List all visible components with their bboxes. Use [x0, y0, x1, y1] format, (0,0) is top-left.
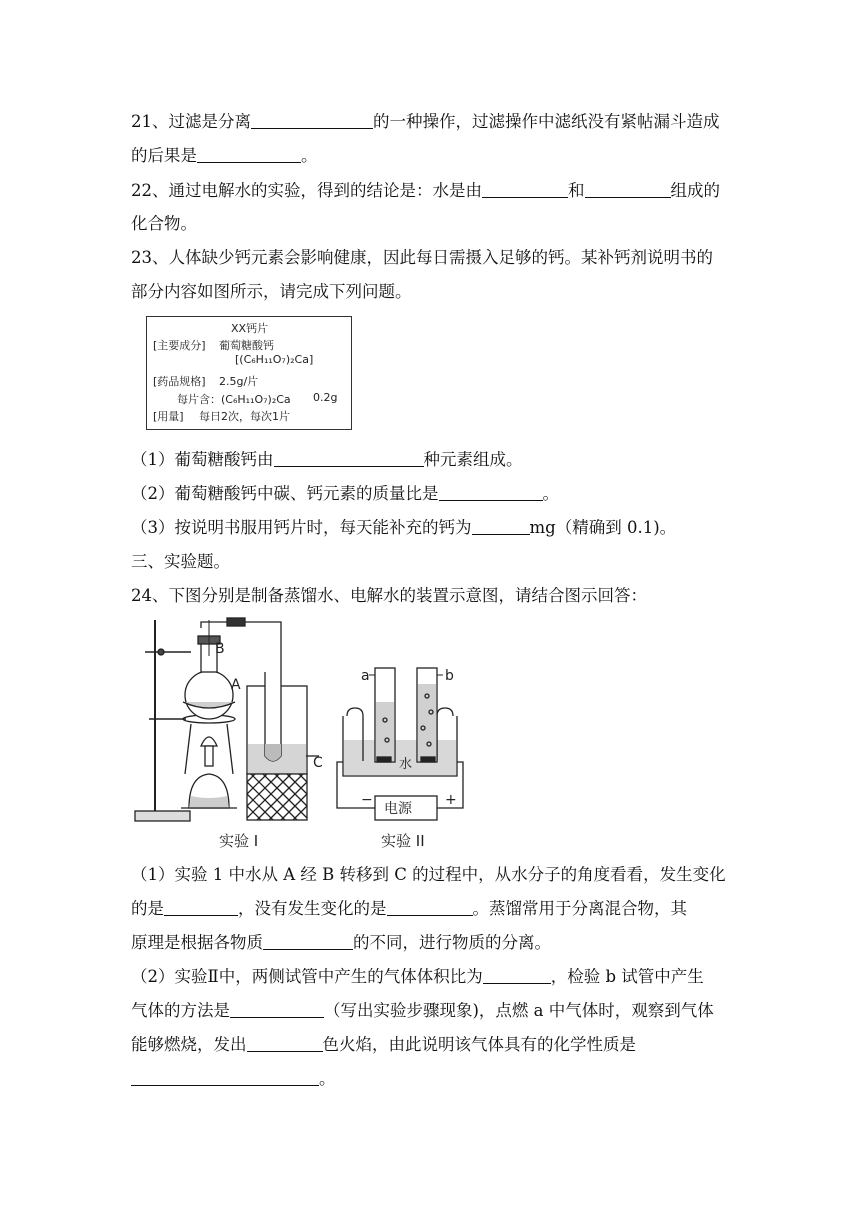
label-dosage-val: 每日2次，每次1片	[199, 410, 290, 423]
label-per-tablet-amount: 0.2g	[313, 391, 338, 404]
q24-sub2-text-e: 能够燃烧，发出	[131, 1035, 247, 1054]
caption-exp1: 实验 I	[219, 832, 259, 850]
label-title: XX钙片	[231, 322, 269, 335]
q22-text-2: 和	[568, 181, 585, 200]
q23-sub1-text-a: （1）葡萄糖酸钙由	[131, 450, 274, 469]
power-supply-label: 电源	[384, 801, 412, 817]
q23-sub2	[131, 483, 559, 505]
q24-sub1-blank-1[interactable]	[164, 899, 238, 916]
q21-blank-1[interactable]	[251, 112, 373, 129]
q24-sub2-text-g: 。	[319, 1069, 336, 1088]
q23-line1: 23、人体缺少钙元素会影响健康，因此每日需摄入足够的钙。某补钙剂说明书的	[131, 248, 713, 267]
label-per-tablet: 每片含：(C₆H₁₁O₇)₂Ca	[177, 393, 291, 406]
q21-text-3: 的后果是	[131, 146, 197, 165]
label-A: A	[231, 677, 241, 693]
q24-sub1-line1: （1）实验 1 中水从 A 经 B 转移到 C 的过程中，从水分子的角度看看，发生变化	[131, 865, 726, 884]
q22-line2: 化合物。	[131, 214, 197, 233]
q22-line1	[131, 180, 720, 202]
label-plus: +	[445, 792, 457, 808]
section-3-heading: 三、实验题。	[131, 552, 230, 571]
label-a: a	[361, 668, 370, 684]
q24-sub2-line1	[131, 966, 704, 988]
q24-sub1-line2	[131, 898, 687, 920]
q24-sub1-line3	[131, 932, 551, 954]
q24-sub1-text-d: 原理是根据各物质	[131, 933, 263, 952]
q24-sub2-text-c: 气体的方法是	[131, 1001, 230, 1020]
q21-text-4: 。	[301, 146, 318, 165]
label-spec-key: [药品规格]	[153, 375, 206, 388]
label-b: b	[445, 668, 454, 684]
apparatus-figure	[131, 616, 471, 856]
q21-blank-2[interactable]	[197, 146, 301, 163]
label-C: C	[313, 755, 323, 771]
q24-intro: 24、下图分别是制备蒸馏水、电解水的装置示意图，请结合图示回答：	[131, 586, 647, 605]
q21-text-2: 的一种操作，过滤操作中滤纸没有紧帖漏斗造成	[373, 112, 720, 131]
label-spec-val: 2.5g/片	[219, 375, 259, 388]
q24-sub2-line3	[131, 1034, 636, 1056]
q23-sub2-text-a: （2）葡萄糖酸钙中碳、钙元素的质量比是	[131, 484, 439, 503]
q22-blank-2[interactable]	[585, 181, 671, 198]
label-B: B	[215, 641, 225, 657]
q23-sub1	[131, 449, 523, 471]
q22-blank-1[interactable]	[482, 181, 568, 198]
q23-line2: 部分内容如图所示，请完成下列问题。	[131, 282, 412, 301]
label-minus: −	[361, 792, 373, 808]
label-ingredient-key: [主要成分]	[153, 339, 206, 352]
q24-sub1-text-c: 。蒸馏常用于分离混合物，其	[472, 899, 687, 918]
q21-line2	[131, 145, 318, 167]
q23-sub3-blank[interactable]	[472, 518, 530, 535]
q24-sub2-text-d: （写出实验步骤现象)，点燃 a 中气体时，观察到气体	[324, 1001, 714, 1020]
q24-sub2-line4	[131, 1068, 336, 1090]
label-formula: [(C₆H₁₁O₇)₂Ca]	[235, 353, 314, 366]
q24-sub2-blank-3[interactable]	[247, 1035, 323, 1052]
q23-sub2-text-b: 。	[542, 484, 559, 503]
distillation-apparatus	[135, 618, 319, 821]
q21-text-1: 21、过滤是分离	[131, 112, 251, 131]
q23-sub2-blank[interactable]	[439, 484, 543, 501]
q23-sub3	[131, 517, 676, 539]
label-ingredient-val: 葡萄糖酸钙	[219, 339, 274, 352]
q24-sub1-blank-3[interactable]	[263, 933, 353, 950]
q22-text-1: 22、通过电解水的实验，得到的结论是：水是由	[131, 181, 482, 200]
q22-text-3: 组成的	[670, 181, 720, 200]
caption-exp2: 实验 II	[381, 832, 425, 850]
q23-sub1-blank[interactable]	[274, 450, 424, 467]
calcium-tablet-label	[146, 316, 352, 430]
q23-sub1-text-b: 种元素组成。	[423, 450, 523, 469]
label-water: 水	[399, 757, 413, 772]
q24-sub2-text-b: ，检验 b 试管中产生	[550, 967, 704, 986]
q24-sub2-blank-4[interactable]	[131, 1069, 319, 1086]
q24-sub1-text-b: ，没有发生变化的是	[238, 899, 387, 918]
q24-sub2-text-f: 色火焰，由此说明该气体具有的化学性质是	[322, 1035, 636, 1054]
q21-line1	[131, 111, 720, 133]
q24-sub2-text-a: （2）实验Ⅱ中，两侧试管中产生的气体体积比为	[131, 967, 483, 986]
q24-sub2-line2	[131, 1000, 714, 1022]
q24-sub1-text-a: 的是	[131, 899, 164, 918]
q24-sub1-blank-2[interactable]	[387, 899, 473, 916]
q23-sub3-text-b: mg（精确到 0.1)。	[529, 518, 677, 537]
q24-sub2-blank-2[interactable]	[230, 1001, 324, 1018]
label-dosage-key: [用量]	[153, 410, 184, 423]
q24-sub2-blank-1[interactable]	[483, 967, 551, 984]
q24-sub1-text-e: 的不同，进行物质的分离。	[353, 933, 551, 952]
q23-sub3-text-a: （3）按说明书服用钙片时，每天能补充的钙为	[131, 518, 472, 537]
